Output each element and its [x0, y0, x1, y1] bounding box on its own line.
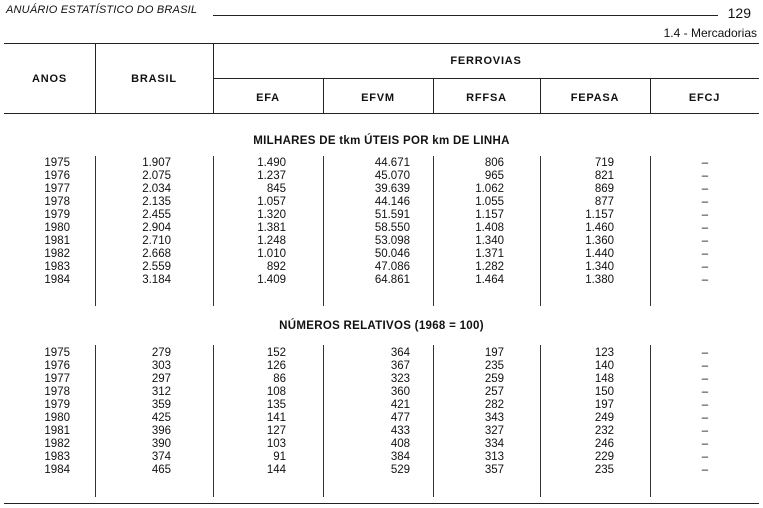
rffsa-cell: 357	[484, 464, 504, 476]
section-label: 1.4 - Mercadorias	[663, 26, 757, 40]
year-cell: 1979	[44, 399, 70, 411]
efa-cell: 1.320	[257, 209, 286, 221]
year-cell: 1981	[44, 235, 70, 247]
efcj-cell: –	[701, 399, 709, 411]
fepasa-cell: 235	[594, 464, 614, 476]
rffsa-cell: 806	[484, 157, 504, 169]
efcj-cell: –	[701, 360, 709, 372]
efcj-cell: –	[701, 386, 709, 398]
fepasa-cell: 1.460	[585, 222, 614, 234]
efcj-cell: –	[701, 438, 709, 450]
efcj-cell: –	[701, 183, 709, 195]
brasil-cell: 297	[151, 373, 171, 385]
efcj-cell: –	[701, 157, 709, 169]
efvm-cell: 45.070	[374, 170, 410, 182]
table-row	[0, 196, 763, 209]
table-row	[0, 425, 763, 438]
efa-cell: 1.237	[257, 170, 286, 182]
efcj-cell: –	[701, 464, 709, 476]
efa-cell: 108	[266, 386, 286, 398]
fepasa-cell: 232	[594, 425, 614, 437]
fepasa-cell: 821	[594, 170, 614, 182]
rffsa-cell: 282	[484, 399, 504, 411]
year-cell: 1982	[44, 438, 70, 450]
efcj-cell: –	[701, 451, 709, 463]
data-rows-milhares	[0, 157, 763, 287]
efa-cell: 1.057	[257, 196, 286, 208]
fepasa-cell: 148	[594, 373, 614, 385]
efcj-cell: –	[701, 347, 709, 359]
rffsa-cell: 257	[484, 386, 504, 398]
fepasa-cell: 246	[594, 438, 614, 450]
efa-cell: 1.409	[257, 274, 286, 286]
year-cell: 1984	[44, 274, 70, 286]
efa-cell: 127	[266, 425, 286, 437]
table-row	[0, 248, 763, 261]
rffsa-cell: 1.062	[475, 183, 504, 195]
table-row	[0, 170, 763, 183]
efvm-cell: 367	[390, 360, 410, 372]
efvm-cell: 408	[390, 438, 410, 450]
brasil-cell: 465	[151, 464, 171, 476]
fepasa-cell: 150	[594, 386, 614, 398]
year-cell: 1975	[44, 157, 70, 169]
efcj-cell: –	[701, 425, 709, 437]
efcj-cell: –	[701, 196, 709, 208]
rffsa-cell: 327	[484, 425, 504, 437]
header-bottom-rule	[4, 113, 759, 114]
table-row	[0, 438, 763, 451]
rffsa-cell: 334	[484, 438, 504, 450]
table-row	[0, 209, 763, 222]
efa-cell: 1.248	[257, 235, 286, 247]
rffsa-cell: 1.055	[475, 196, 504, 208]
table-row	[0, 399, 763, 412]
efa-cell: 845	[266, 183, 286, 195]
efvm-cell: 433	[390, 425, 410, 437]
table-row	[0, 360, 763, 373]
brasil-cell: 390	[151, 438, 171, 450]
brasil-cell: 2.075	[142, 170, 171, 182]
efvm-cell: 360	[390, 386, 410, 398]
efvm-cell: 364	[390, 347, 410, 359]
header-rule	[213, 15, 718, 16]
efa-cell: 144	[266, 464, 286, 476]
year-cell: 1976	[44, 360, 70, 372]
table-row	[0, 261, 763, 274]
brasil-cell: 303	[151, 360, 171, 372]
brasil-cell: 2.034	[142, 183, 171, 195]
fepasa-cell: 1.440	[585, 248, 614, 260]
table-bottom-rule	[4, 503, 759, 504]
table-row	[0, 222, 763, 235]
year-cell: 1983	[44, 261, 70, 273]
year-cell: 1978	[44, 196, 70, 208]
col-header-efvm: EFVM	[361, 92, 395, 104]
efvm-cell: 47.086	[374, 261, 410, 273]
fepasa-cell: 123	[594, 347, 614, 359]
brasil-cell: 312	[151, 386, 171, 398]
efcj-cell: –	[701, 412, 709, 424]
brasil-cell: 2.135	[142, 196, 171, 208]
fepasa-cell: 229	[594, 451, 614, 463]
group-divider-rule	[213, 78, 759, 79]
section-title-milhares: MILHARES DE tkm ÚTEIS POR km DE LINHA	[253, 135, 510, 147]
efcj-cell: –	[701, 373, 709, 385]
efcj-cell: –	[701, 209, 709, 221]
efa-cell: 86	[273, 373, 286, 385]
fepasa-cell: 719	[594, 157, 614, 169]
efvm-cell: 51.591	[374, 209, 410, 221]
rffsa-cell: 1.340	[475, 235, 504, 247]
fepasa-cell: 877	[594, 196, 614, 208]
table-row	[0, 157, 763, 170]
efvm-cell: 39.639	[374, 183, 410, 195]
brasil-cell: 279	[151, 347, 171, 359]
rffsa-cell: 1.157	[475, 209, 504, 221]
brasil-cell: 3.184	[142, 274, 171, 286]
rffsa-cell: 965	[484, 170, 504, 182]
efcj-cell: –	[701, 261, 709, 273]
rffsa-cell: 343	[484, 412, 504, 424]
year-cell: 1984	[44, 464, 70, 476]
table-top-rule	[4, 43, 759, 44]
efvm-cell: 477	[390, 412, 410, 424]
fepasa-cell: 249	[594, 412, 614, 424]
efa-cell: 152	[266, 347, 286, 359]
efa-cell: 1.490	[257, 157, 286, 169]
year-cell: 1975	[44, 347, 70, 359]
efvm-cell: 323	[390, 373, 410, 385]
efcj-cell: –	[701, 248, 709, 260]
rffsa-cell: 235	[484, 360, 504, 372]
col-header-rffsa: RFFSA	[466, 92, 507, 104]
efcj-cell: –	[701, 235, 709, 247]
efa-cell: 135	[266, 399, 286, 411]
brasil-cell: 2.668	[142, 248, 171, 260]
table-row	[0, 451, 763, 464]
col-header-efa: EFA	[256, 92, 280, 104]
efvm-cell: 529	[390, 464, 410, 476]
brasil-cell: 425	[151, 412, 171, 424]
efvm-cell: 50.046	[374, 248, 410, 260]
fepasa-cell: 1.380	[585, 274, 614, 286]
rffsa-cell: 197	[484, 347, 504, 359]
brasil-cell: 1.907	[142, 157, 171, 169]
table-row	[0, 412, 763, 425]
rffsa-cell: 1.464	[475, 274, 504, 286]
publication-title: ANUÁRIO ESTATÍSTICO DO BRASIL	[6, 4, 198, 16]
page-number: 129	[727, 5, 751, 21]
table-row	[0, 235, 763, 248]
year-cell: 1978	[44, 386, 70, 398]
fepasa-cell: 1.340	[585, 261, 614, 273]
fepasa-cell: 1.360	[585, 235, 614, 247]
efcj-cell: –	[701, 170, 709, 182]
brasil-cell: 374	[151, 451, 171, 463]
table-row	[0, 183, 763, 196]
rffsa-cell: 259	[484, 373, 504, 385]
efvm-cell: 384	[390, 451, 410, 463]
efvm-cell: 44.671	[374, 157, 410, 169]
fepasa-cell: 869	[594, 183, 614, 195]
col-header-efcj: EFCJ	[688, 92, 721, 104]
table-row	[0, 373, 763, 386]
year-cell: 1982	[44, 248, 70, 260]
brasil-cell: 2.904	[142, 222, 171, 234]
rffsa-cell: 1.282	[475, 261, 504, 273]
fepasa-cell: 197	[594, 399, 614, 411]
brasil-cell: 2.559	[142, 261, 171, 273]
col-header-fepasa: FEPASA	[570, 92, 620, 104]
efvm-cell: 421	[390, 399, 410, 411]
data-rows-relativos	[0, 347, 763, 477]
brasil-cell: 2.455	[142, 209, 171, 221]
year-cell: 1980	[44, 222, 70, 234]
efa-cell: 126	[266, 360, 286, 372]
year-cell: 1983	[44, 451, 70, 463]
efa-cell: 892	[266, 261, 286, 273]
rffsa-cell: 313	[484, 451, 504, 463]
efvm-cell: 58.550	[374, 222, 410, 234]
fepasa-cell: 140	[594, 360, 614, 372]
efa-cell: 1.381	[257, 222, 286, 234]
col-header-brasil: BRASIL	[131, 73, 177, 85]
table-row	[0, 347, 763, 360]
efa-cell: 141	[266, 412, 286, 424]
year-cell: 1977	[44, 373, 70, 385]
year-cell: 1981	[44, 425, 70, 437]
efa-cell: 1.010	[257, 248, 286, 260]
efvm-cell: 44.146	[374, 196, 410, 208]
efcj-cell: –	[701, 222, 709, 234]
efvm-cell: 64.861	[374, 274, 410, 286]
group-header-ferrovias: FERROVIAS	[450, 55, 522, 67]
brasil-cell: 2.710	[142, 235, 171, 247]
col-header-anos: ANOS	[32, 73, 67, 85]
brasil-cell: 359	[151, 399, 171, 411]
rffsa-cell: 1.371	[475, 248, 504, 260]
table-row	[0, 274, 763, 287]
year-cell: 1980	[44, 412, 70, 424]
table-row	[0, 464, 763, 477]
efa-cell: 91	[273, 451, 286, 463]
rffsa-cell: 1.408	[475, 222, 504, 234]
section-title-relativos: NÚMEROS RELATIVOS (1968 = 100)	[279, 320, 484, 332]
efa-cell: 103	[266, 438, 286, 450]
year-cell: 1976	[44, 170, 70, 182]
efvm-cell: 53.098	[374, 235, 410, 247]
year-cell: 1977	[44, 183, 70, 195]
year-cell: 1979	[44, 209, 70, 221]
table-row	[0, 386, 763, 399]
fepasa-cell: 1.157	[585, 209, 614, 221]
efcj-cell: –	[701, 274, 709, 286]
brasil-cell: 396	[151, 425, 171, 437]
